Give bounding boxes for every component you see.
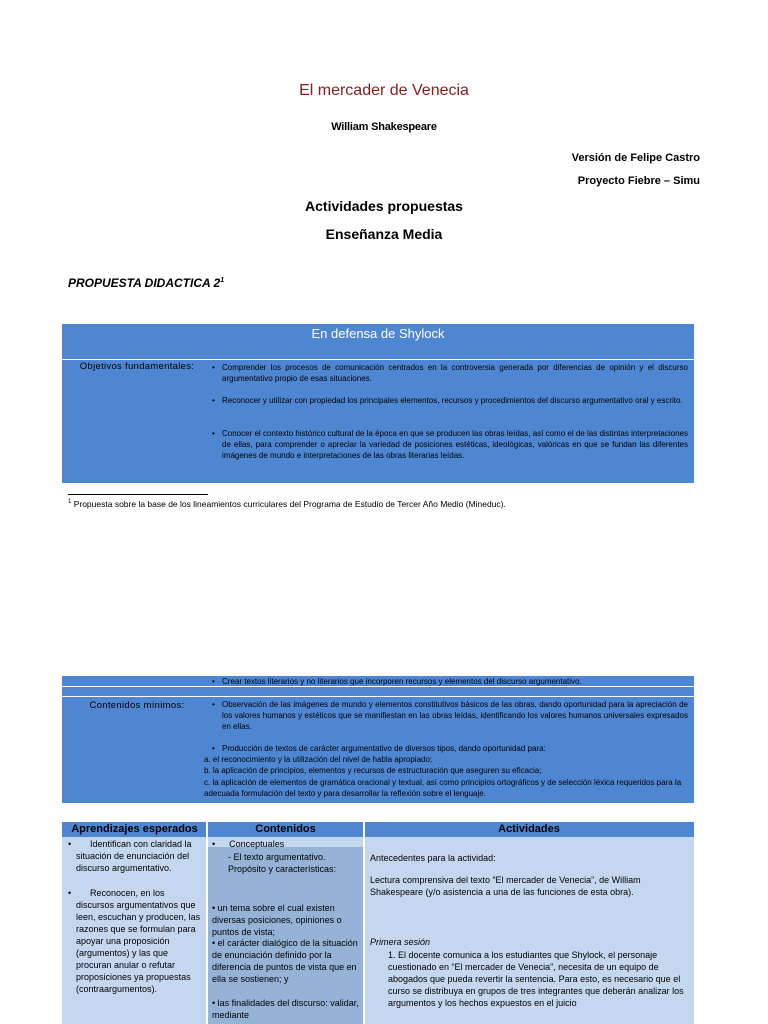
content-item xyxy=(212,699,688,732)
proposal-heading xyxy=(68,276,224,290)
divider xyxy=(62,696,694,697)
divider xyxy=(62,359,694,360)
contents-item: • un tema sobre el cual existen diversas posiciones, opiniones o puntos de vista; xyxy=(212,903,342,937)
learning-text: Identifican con claridad la situación de enunciación del discurso argumentativo. xyxy=(76,839,192,873)
objective-item xyxy=(212,676,688,687)
objective-item xyxy=(212,428,688,461)
contents-item: • el carácter dialógico de la situación de enunciación definido por la diferencia de puntos de vista que en ella se sostienen; y xyxy=(212,938,358,984)
header-aprendizajes: Aprendizajes esperados xyxy=(71,823,198,835)
footnote-number: 1 xyxy=(68,499,72,506)
contents-heading xyxy=(212,838,362,850)
bullet: • xyxy=(68,839,72,849)
content-subitem: c. la aplicación de elementos de gramática oracional y textual, así como principios ortográficos y de selección léxica requeridos para la adecuada formulación del texto y para desarrollar la reflexión sobre el lenguaje. xyxy=(204,778,682,798)
project-credit: Proyecto Fiebre – Simu xyxy=(577,175,700,187)
content-subitem: b. la aplicación de principios, elementos y recursos de estructuración que aseguren su eficacia; xyxy=(204,766,542,775)
footnote-rule xyxy=(68,494,208,495)
bullet: • xyxy=(212,429,215,438)
bullet: • xyxy=(212,677,215,686)
learning-item xyxy=(68,838,204,874)
session-item: 1. El docente comunica a los estudiantes que Shylock, el personaje cuestionado en “El mercader de Venecia”, necesita de un equipo de abogados que pueda revertir la sentencia. Para esto, es necesario que el curso se distribuya en grupos de tres integrantes que deberán analizar los argumentos y los hechos expuestos en el juicio xyxy=(388,950,684,1008)
bullet: • xyxy=(212,839,216,849)
objective-item xyxy=(212,395,688,406)
bullet: • xyxy=(212,700,215,709)
box-heading: En defensa de Shylock xyxy=(311,326,445,341)
content-subitem: a. el reconocimiento y la utilización del nivel de habla apropiado; xyxy=(204,755,433,764)
contents-subheading: - El texto argumentativo. Propósito y características: xyxy=(228,852,337,874)
objective-text: Reconocer y utilizar con propiedad los principales elementos, recursos y procedimientos del discurso argumentativo oral y escrito. xyxy=(222,396,683,405)
column-divider xyxy=(206,822,208,1024)
contents-item: • las finalidades del discurso: validar, mediante xyxy=(212,998,359,1020)
header-actividades: Actividades xyxy=(498,823,560,835)
content-text: Observación de las imágenes de mundo y elementos constitutivos básicos de las obras, dando oportunidad para la apreciación de los valores humanos y estéticos que se manifiestan en las obras leídas, identificando los valores humanos universales expresados en ellas. xyxy=(222,700,688,731)
header-contenidos: Contenidos xyxy=(255,823,316,835)
learning-text: Reconocen, en los discursos argumentativos que leen, escuchan y producen, las razones que se formulan para apoyar una proposición (argumentos) y las que procuran anular o refutar proposiciones ya propuestas (contraargumentos). xyxy=(76,888,201,994)
footnote-text: Propuesta sobre la base de los lineamientos curriculares del Programa de Estudio de Tercer Año Medio (Mineduc). xyxy=(71,499,506,509)
objective-text: Conocer el contexto histórico cultural de la época en que se producen las obras leídas, así como el de las distintas interpretaciones de ellas, para comprender o apreciar la variedad de posiciones estéticas, ideológicas, valóricas en que se fundan las diferentes imágenes de mundo e interpretaciones de las obras literarias leídas. xyxy=(222,429,688,460)
bullet: • xyxy=(212,744,215,753)
content-item xyxy=(212,743,688,754)
version-credit: Versión de Felipe Castro xyxy=(571,152,700,164)
activities-heading: Actividades propuestas xyxy=(305,198,463,214)
objective-text: Comprender los procesos de comunicación centrados en la controversia generada por diferencias de opinión y el discurso argumentativo propio de esas situaciones. xyxy=(222,363,688,383)
bullet: • xyxy=(68,888,72,898)
bullet: • xyxy=(212,396,215,405)
objectives-label: Objetivos fundamentales: xyxy=(79,361,195,372)
column-divider xyxy=(363,822,365,1024)
document-title: El mercader de Venecia xyxy=(299,82,469,99)
contents-label: Contenidos mínimos: xyxy=(89,700,185,711)
learning-item xyxy=(68,887,204,995)
activity-reading: Lectura comprensiva del texto “El mercader de Venecia”, de William Shakespeare (y/o asistencia a una de las funciones de esta obra). xyxy=(370,875,641,897)
level-heading: Enseñanza Media xyxy=(325,226,443,242)
objective-item xyxy=(212,362,688,384)
session-title: Primera sesión xyxy=(370,937,431,947)
objective-text: Crear textos literarios y no literarios que incorporen recursos y elementos del discurso argumentativo. xyxy=(222,677,582,686)
bullet: • xyxy=(212,363,215,372)
footnote xyxy=(68,499,506,509)
content-text: Producción de textos de carácter argumentativo de diversos tipos, dando oportunidad para: xyxy=(222,744,546,753)
contents-heading-text: Conceptuales xyxy=(229,839,285,849)
author: William Shakespeare xyxy=(331,121,437,133)
footnote-mark: 1 xyxy=(220,277,225,284)
activity-intro: Antecedentes para la actividad: xyxy=(370,853,496,863)
proposal-title: PROPUESTA DIDACTICA 2 xyxy=(68,276,221,290)
